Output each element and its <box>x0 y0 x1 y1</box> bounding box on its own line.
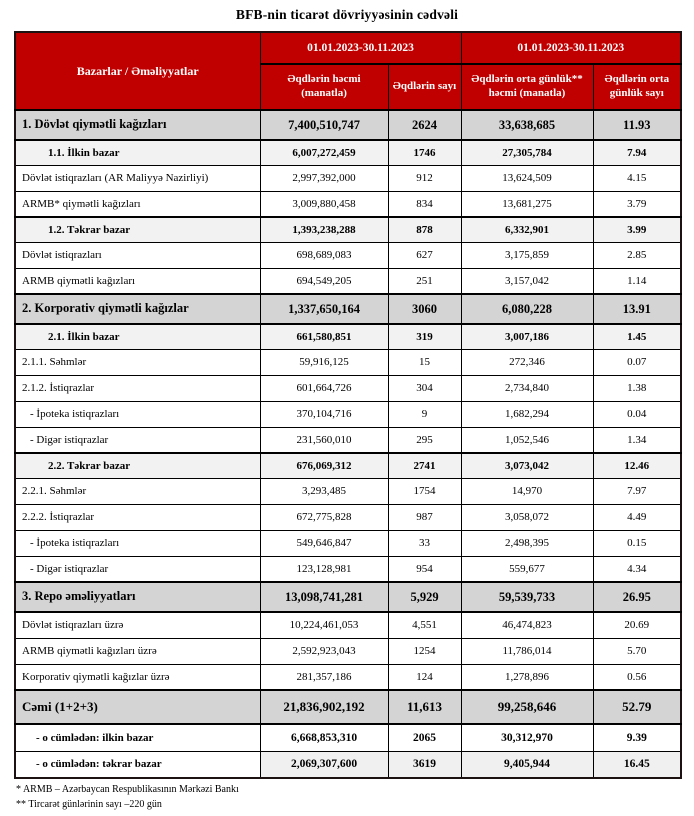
table-row <box>15 242 681 268</box>
row-value: 46,474,823 <box>461 612 593 638</box>
row-value: 2,498,395 <box>461 530 593 556</box>
table-row <box>15 556 681 582</box>
row-value: 676,069,312 <box>260 453 388 478</box>
row-value: 4.34 <box>593 556 681 582</box>
row-value: 6,007,272,459 <box>260 140 388 165</box>
row-value: 2624 <box>388 110 461 140</box>
row-value: 3,157,042 <box>461 268 593 294</box>
column-header-daily-volume: Əqdlərin orta günlük** həcmi (manatla) <box>461 64 593 110</box>
row-value: 3,009,880,458 <box>260 191 388 217</box>
row-value: 661,580,851 <box>260 324 388 349</box>
row-value: 601,664,726 <box>260 375 388 401</box>
row-value: 6,668,853,310 <box>260 724 388 751</box>
row-value: 52.79 <box>593 690 681 724</box>
row-label: 2.2. Təkrar bazar <box>15 453 260 478</box>
row-value: 3,058,072 <box>461 504 593 530</box>
row-value: 59,916,125 <box>260 349 388 375</box>
row-value: 13,624,509 <box>461 165 593 191</box>
row-value: 0.15 <box>593 530 681 556</box>
row-value: 11,786,014 <box>461 638 593 664</box>
row-value: 3.79 <box>593 191 681 217</box>
row-value: 0.56 <box>593 664 681 690</box>
row-label: Dövlət istiqrazları (AR Maliyyə Nazirliyi) <box>15 165 260 191</box>
row-value: 3,073,042 <box>461 453 593 478</box>
row-value: 16.45 <box>593 751 681 778</box>
footnotes <box>16 782 694 812</box>
trade-turnover-table <box>14 31 682 779</box>
row-label: - o cümlədən: təkrar bazar <box>15 751 260 778</box>
row-value: 2,592,923,043 <box>260 638 388 664</box>
row-value: 1,393,238,288 <box>260 217 388 242</box>
row-value: 1.45 <box>593 324 681 349</box>
row-value: 3060 <box>388 294 461 324</box>
row-value: 7.97 <box>593 478 681 504</box>
row-label: - İpoteka istiqrazları <box>15 401 260 427</box>
row-label: 2.2.1. Səhmlər <box>15 478 260 504</box>
row-value: 0.04 <box>593 401 681 427</box>
row-value: 11.93 <box>593 110 681 140</box>
row-value: 59,539,733 <box>461 582 593 612</box>
row-value: 14,970 <box>461 478 593 504</box>
row-label: - o cümlədən: ilkin bazar <box>15 724 260 751</box>
row-label: 3. Repo əməliyyatları <box>15 582 260 612</box>
footnote-trading-days: ** Tircarət günlərinin sayı –220 gün <box>16 799 162 810</box>
row-value: 21,836,902,192 <box>260 690 388 724</box>
row-value: 7,400,510,747 <box>260 110 388 140</box>
period-header-2: 01.01.2023-30.11.2023 <box>461 32 681 64</box>
row-value: 6,332,901 <box>461 217 593 242</box>
row-value: 9,405,944 <box>461 751 593 778</box>
table-row <box>15 638 681 664</box>
row-value: 954 <box>388 556 461 582</box>
row-value: 370,104,716 <box>260 401 388 427</box>
column-header-count: Əqdlərin sayı <box>388 64 461 110</box>
table-header <box>15 32 681 110</box>
page-title: BFB-nin ticarət dövriyyəsinin cədvəli <box>235 7 459 22</box>
table-row <box>15 582 681 612</box>
row-label: 2.1.1. Səhmlər <box>15 349 260 375</box>
table-row <box>15 530 681 556</box>
row-value: 549,646,847 <box>260 530 388 556</box>
row-label: Cəmi (1+2+3) <box>15 690 260 724</box>
row-value: 12.46 <box>593 453 681 478</box>
row-value: 1254 <box>388 638 461 664</box>
row-value: 33,638,685 <box>461 110 593 140</box>
table-row <box>15 664 681 690</box>
column-header-daily-count: Əqdlərin orta günlük sayı <box>593 64 681 110</box>
row-value: 3,175,859 <box>461 242 593 268</box>
row-label: - Digər istiqrazlar <box>15 427 260 453</box>
row-value: 698,689,083 <box>260 242 388 268</box>
row-label: 2.1. İlkin bazar <box>15 324 260 349</box>
row-value: 1754 <box>388 478 461 504</box>
row-value: 2,997,392,000 <box>260 165 388 191</box>
row-value: 3.99 <box>593 217 681 242</box>
markets-operations-header: Bazarlar / Əməliyyatlar <box>15 32 260 110</box>
row-value: 3619 <box>388 751 461 778</box>
row-value: 295 <box>388 427 461 453</box>
row-value: 13.91 <box>593 294 681 324</box>
row-value: 15 <box>388 349 461 375</box>
table-row <box>15 268 681 294</box>
row-value: 3,007,186 <box>461 324 593 349</box>
row-value: 9 <box>388 401 461 427</box>
row-value: 1.14 <box>593 268 681 294</box>
row-value: 13,681,275 <box>461 191 593 217</box>
row-value: 304 <box>388 375 461 401</box>
row-value: 4,551 <box>388 612 461 638</box>
row-label: Korporativ qiymətli kağızlar üzrə <box>15 664 260 690</box>
row-value: 878 <box>388 217 461 242</box>
row-value: 11,613 <box>388 690 461 724</box>
row-value: 13,098,741,281 <box>260 582 388 612</box>
row-label: 2.1.2. İstiqrazlar <box>15 375 260 401</box>
row-label: 2.2.2. İstiqrazlar <box>15 504 260 530</box>
table-row <box>15 165 681 191</box>
row-value: 3,293,485 <box>260 478 388 504</box>
row-value: 1,052,546 <box>461 427 593 453</box>
row-value: 2741 <box>388 453 461 478</box>
row-value: 694,549,205 <box>260 268 388 294</box>
row-value: 627 <box>388 242 461 268</box>
row-value: 6,080,228 <box>461 294 593 324</box>
row-value: 1746 <box>388 140 461 165</box>
row-value: 559,677 <box>461 556 593 582</box>
row-value: 5.70 <box>593 638 681 664</box>
table-row <box>15 724 681 751</box>
row-value: 272,346 <box>461 349 593 375</box>
row-value: 26.95 <box>593 582 681 612</box>
table-row <box>15 690 681 724</box>
table-row <box>15 504 681 530</box>
row-value: 319 <box>388 324 461 349</box>
row-value: 33 <box>388 530 461 556</box>
row-label: Dövlət istiqrazları <box>15 242 260 268</box>
row-value: 27,305,784 <box>461 140 593 165</box>
table-row <box>15 478 681 504</box>
row-value: 987 <box>388 504 461 530</box>
table-row <box>15 401 681 427</box>
row-label: ARMB qiymətli kağızları üzrə <box>15 638 260 664</box>
row-value: 10,224,461,053 <box>260 612 388 638</box>
table-row <box>15 294 681 324</box>
row-label: - İpoteka istiqrazları <box>15 530 260 556</box>
row-value: 9.39 <box>593 724 681 751</box>
row-label: ARMB qiymətli kağızları <box>15 268 260 294</box>
row-label: Dövlət istiqrazları üzrə <box>15 612 260 638</box>
column-header-volume: Əqdlərin həcmi (manatla) <box>260 64 388 110</box>
row-value: 834 <box>388 191 461 217</box>
table-row <box>15 324 681 349</box>
table-row <box>15 349 681 375</box>
row-value: 1,278,896 <box>461 664 593 690</box>
row-value: 0.07 <box>593 349 681 375</box>
footnote-armb: * ARMB – Azərbaycan Respublikasının Mərkəzi Bankı <box>16 784 239 795</box>
table-row <box>15 453 681 478</box>
row-value: 7.94 <box>593 140 681 165</box>
table-row <box>15 375 681 401</box>
table-row <box>15 217 681 242</box>
row-value: 2,734,840 <box>461 375 593 401</box>
period-header-row <box>15 32 681 64</box>
table-row <box>15 110 681 140</box>
table-row <box>15 191 681 217</box>
row-label: 2. Korporativ qiymətli kağızlar <box>15 294 260 324</box>
row-value: 1.34 <box>593 427 681 453</box>
row-value: 2.85 <box>593 242 681 268</box>
table-row <box>15 427 681 453</box>
table-row <box>15 751 681 778</box>
row-label: 1. Dövlət qiymətli kağızları <box>15 110 260 140</box>
row-value: 1,337,650,164 <box>260 294 388 324</box>
table-row <box>15 612 681 638</box>
period-header-1: 01.01.2023-30.11.2023 <box>260 32 461 64</box>
table-row <box>15 140 681 165</box>
row-value: 20.69 <box>593 612 681 638</box>
row-value: 2065 <box>388 724 461 751</box>
row-label: - Digər istiqrazlar <box>15 556 260 582</box>
row-value: 30,312,970 <box>461 724 593 751</box>
row-value: 231,560,010 <box>260 427 388 453</box>
row-value: 672,775,828 <box>260 504 388 530</box>
row-value: 99,258,646 <box>461 690 593 724</box>
row-value: 1,682,294 <box>461 401 593 427</box>
row-value: 124 <box>388 664 461 690</box>
row-value: 2,069,307,600 <box>260 751 388 778</box>
row-value: 4.49 <box>593 504 681 530</box>
row-label: 1.1. İlkin bazar <box>15 140 260 165</box>
table-body <box>15 110 681 778</box>
row-label: 1.2. Təkrar bazar <box>15 217 260 242</box>
row-label: ARMB* qiymətli kağızları <box>15 191 260 217</box>
row-value: 281,357,186 <box>260 664 388 690</box>
row-value: 4.15 <box>593 165 681 191</box>
row-value: 5,929 <box>388 582 461 612</box>
row-value: 123,128,981 <box>260 556 388 582</box>
row-value: 251 <box>388 268 461 294</box>
row-value: 1.38 <box>593 375 681 401</box>
row-value: 912 <box>388 165 461 191</box>
